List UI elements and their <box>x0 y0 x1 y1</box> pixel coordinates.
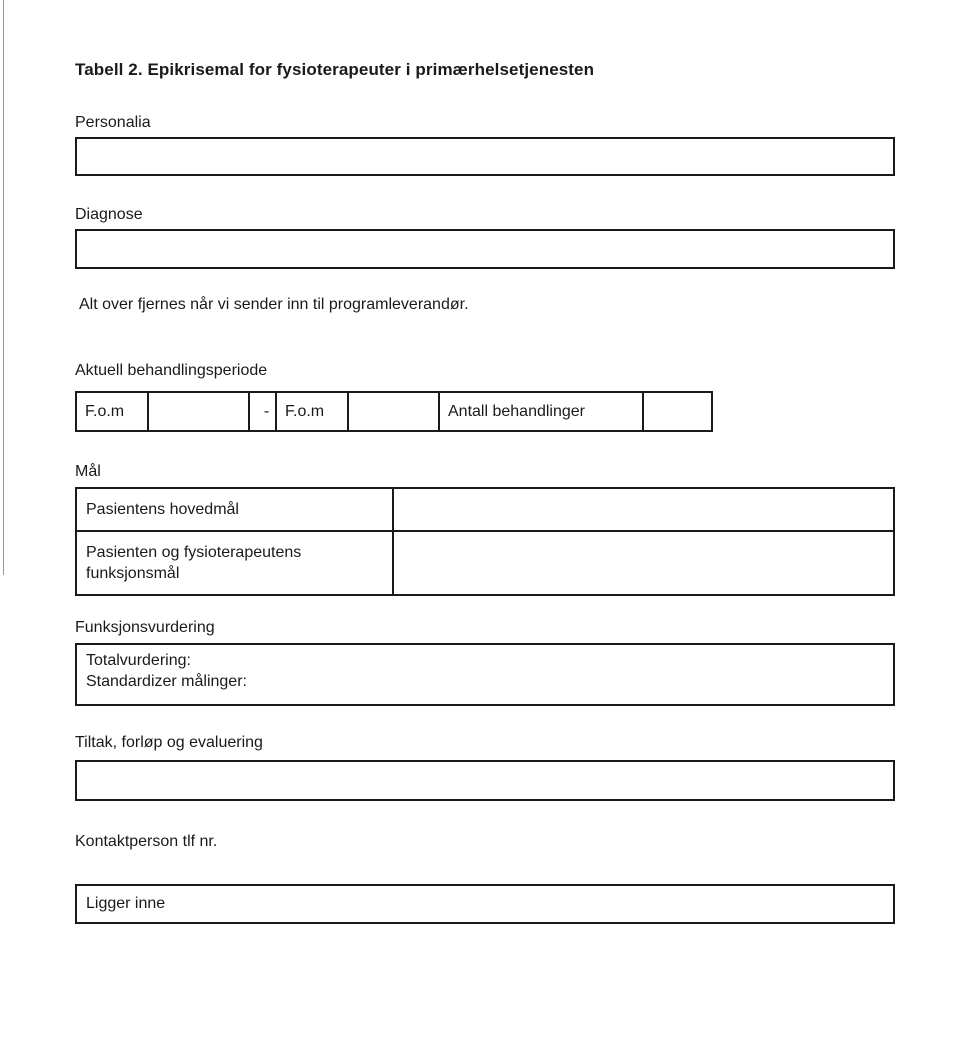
maal-row-label: Pasienten og fysioterapeutens funksjonsmål <box>77 532 394 594</box>
maal-row <box>77 489 893 530</box>
ligger-inne-field: Ligger inne <box>75 884 895 924</box>
tiltak-label: Tiltak, forløp og evaluering <box>75 734 263 751</box>
diagnose-label: Diagnose <box>75 206 143 223</box>
funksjonsvurdering-field <box>75 643 895 706</box>
maal-row <box>77 530 893 594</box>
behandlingsperiode-label: Aktuell behandlingsperiode <box>75 362 268 379</box>
range-separator: - <box>248 393 275 430</box>
kontaktperson-label: Kontaktperson tlf nr. <box>75 833 218 850</box>
fom-end-label: F.o.m <box>275 393 347 430</box>
note-text: Alt over fjernes når vi sender inn til programleverandør. <box>79 296 469 313</box>
personalia-field <box>75 137 895 176</box>
funksjonsvurdering-label: Funksjonsvurdering <box>75 619 215 636</box>
antall-behandlinger-label: Antall behandlinger <box>438 393 642 430</box>
fom-end-value <box>347 393 438 430</box>
totalvurdering-line: Totalvurdering: <box>86 652 191 669</box>
fom-start-label: F.o.m <box>85 402 125 420</box>
fom-start-value <box>147 393 248 430</box>
maal-label: Mål <box>75 463 101 480</box>
maal-table <box>75 487 895 596</box>
maal-row-label: Pasientens hovedmål <box>77 489 394 530</box>
maal-row-value <box>394 489 893 530</box>
standardiserte-malinger-line: Standardizer målinger: <box>86 673 247 690</box>
tiltak-field <box>75 760 895 801</box>
maal-row-value <box>394 532 893 594</box>
behandlingsperiode-table <box>75 391 713 432</box>
left-edge-line <box>3 0 4 575</box>
antall-behandlinger-value <box>642 393 711 430</box>
personalia-label: Personalia <box>75 114 151 131</box>
page-title: Tabell 2. Epikrisemal for fysioterapeuter i primærhelsetjenesten <box>75 60 595 79</box>
diagnose-field <box>75 229 895 269</box>
